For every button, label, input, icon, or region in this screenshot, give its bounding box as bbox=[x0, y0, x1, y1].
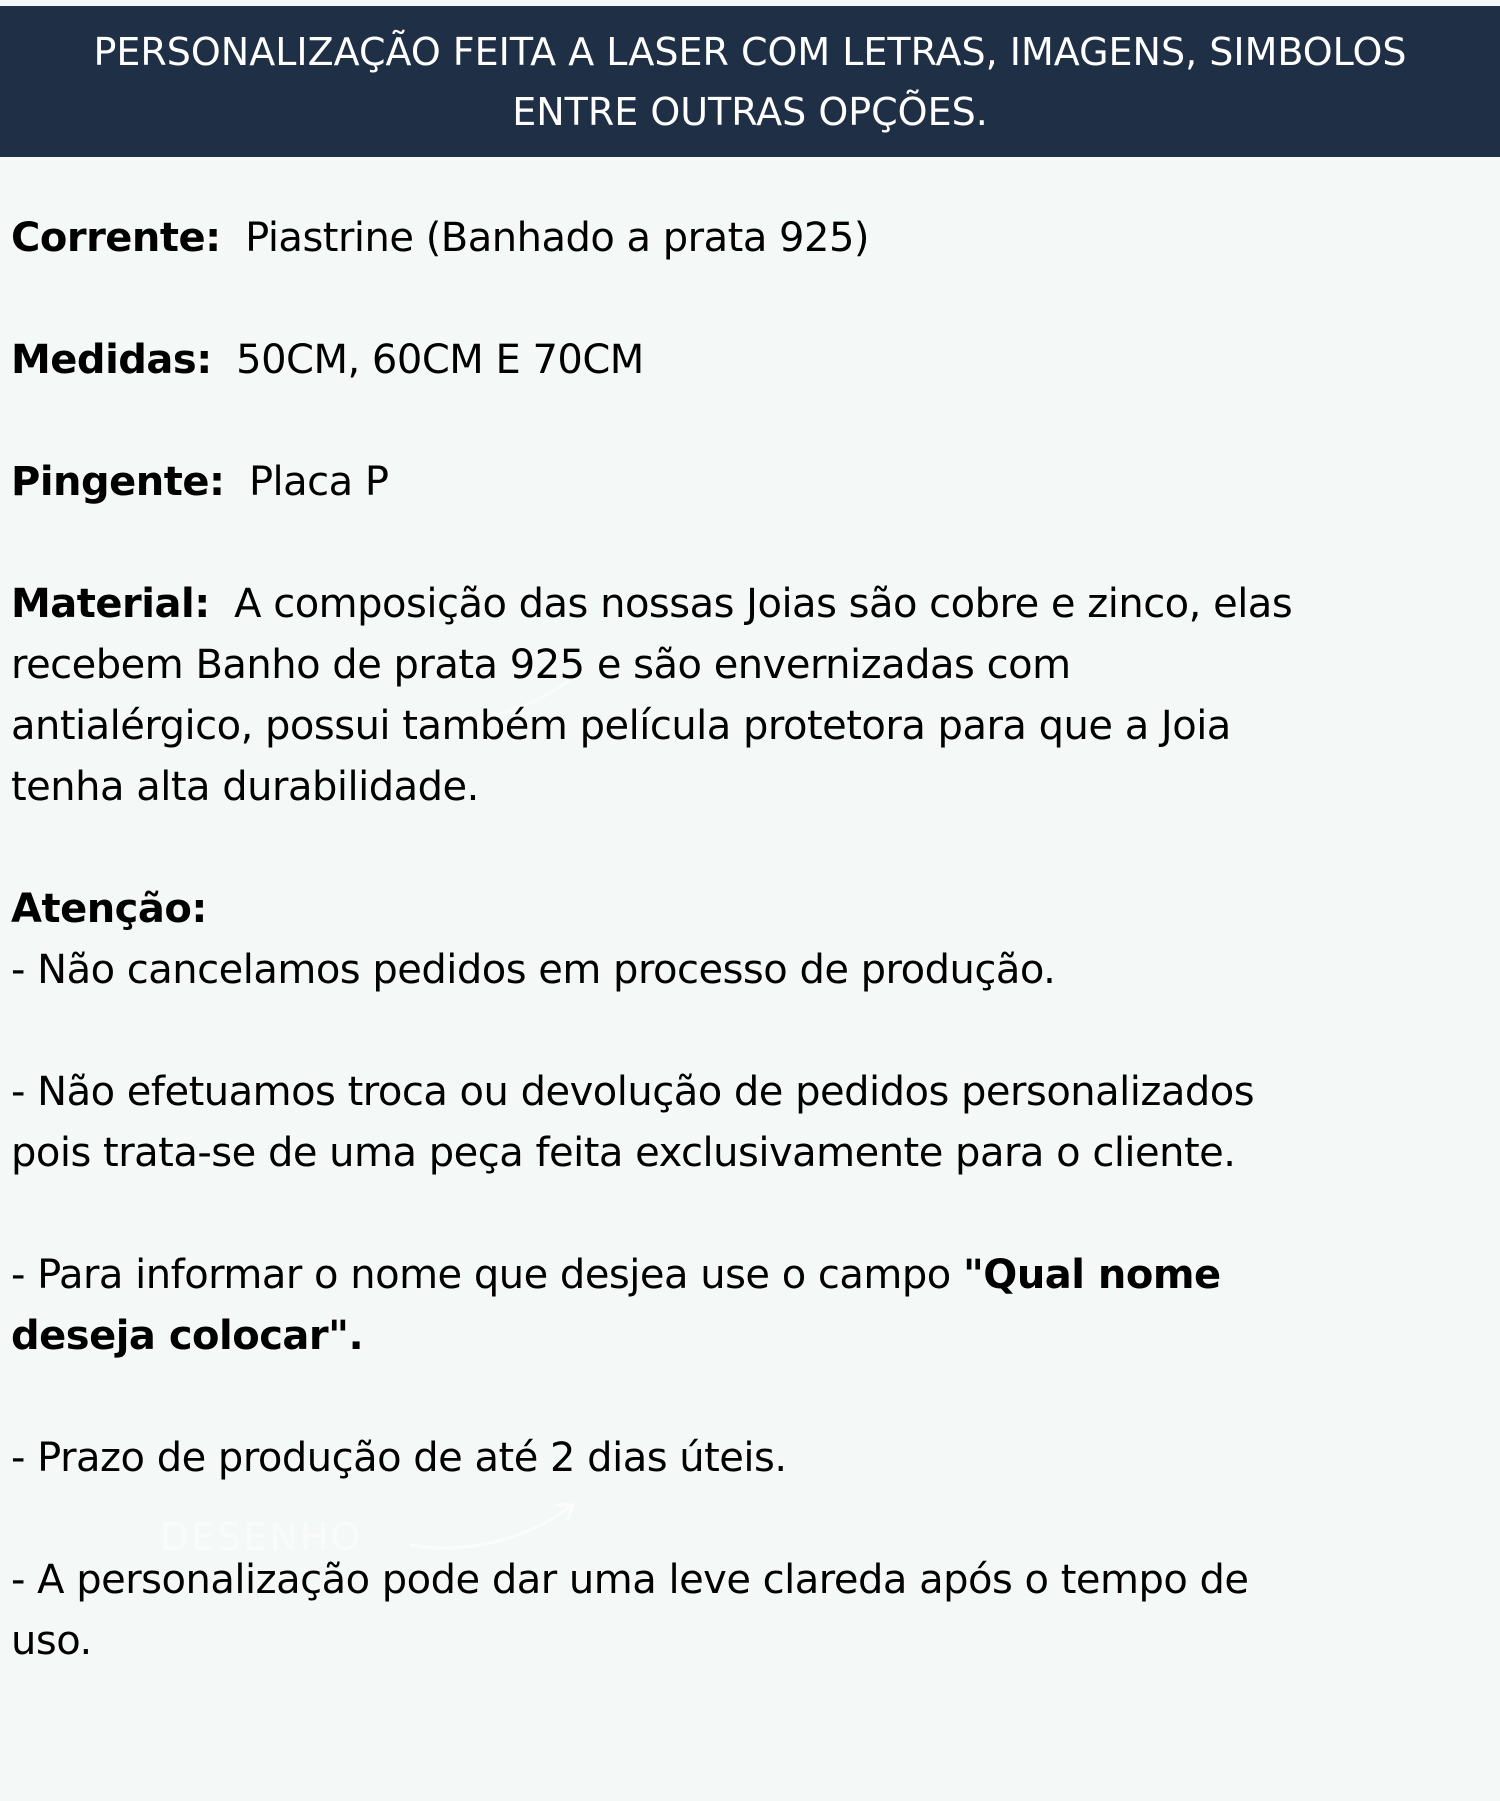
watermark-text: DESENHO bbox=[160, 1515, 363, 1559]
spec-corrente bbox=[11, 208, 869, 268]
attention-item-5-line-2: uso. bbox=[11, 1618, 92, 1664]
banner-line-1: PERSONALIZAÇÃO FEITA A LASER COM LETRAS, IMAGENS, SIMBOLOS bbox=[93, 29, 1407, 74]
attention-title: Atenção: bbox=[11, 886, 207, 932]
spec-medidas bbox=[11, 330, 644, 390]
attention-item-4: - Prazo de produção de até 2 dias úteis. bbox=[11, 1435, 787, 1481]
spec-material-line-4: tenha alta durabilidade. bbox=[11, 764, 479, 810]
spec-material-line-3: antialérgico, possui também película protetora para que a Joia bbox=[11, 703, 1231, 749]
attention-item-3-field-name: "Qual nome bbox=[962, 1252, 1221, 1298]
banner bbox=[0, 6, 1500, 157]
attention-item-5-line-1: - A personalização pode dar uma leve clareda após o tempo de bbox=[11, 1557, 1249, 1603]
attention-item-2-line-1: - Não efetuamos troca ou devolução de pedidos personalizados bbox=[11, 1069, 1255, 1115]
spec-material-line-2: recebem Banho de prata 925 e são envernizadas com bbox=[11, 642, 1071, 688]
spec-pingente-label: Pingente: bbox=[11, 459, 225, 505]
spec-material-label: Material: bbox=[11, 581, 210, 627]
spec-material-line-1 bbox=[11, 574, 1292, 634]
spec-medidas-label: Medidas: bbox=[11, 337, 212, 383]
spec-pingente-value: Placa P bbox=[248, 459, 389, 505]
spec-pingente bbox=[11, 452, 389, 512]
spec-corrente-label: Corrente: bbox=[11, 215, 221, 261]
spec-medidas-value: 50CM, 60CM E 70CM bbox=[236, 337, 644, 383]
banner-line-2: ENTRE OUTRAS OPÇÕES. bbox=[512, 89, 988, 134]
attention-item-2-line-2: pois trata-se de uma peça feita exclusivamente para o cliente. bbox=[11, 1130, 1236, 1176]
spec-corrente-value: Piastrine (Banhado a prata 925) bbox=[245, 215, 869, 261]
attention-item-3-line-2: deseja colocar". bbox=[11, 1313, 364, 1359]
attention-item-1: - Não cancelamos pedidos em processo de produção. bbox=[11, 947, 1056, 993]
attention-item-3-line-1 bbox=[11, 1245, 1221, 1305]
spec-material-text-1: A composição das nossas Joias são cobre e zinco, elas bbox=[234, 581, 1293, 627]
attention-item-3-prefix: - Para informar o nome que desjea use o campo bbox=[11, 1252, 963, 1298]
